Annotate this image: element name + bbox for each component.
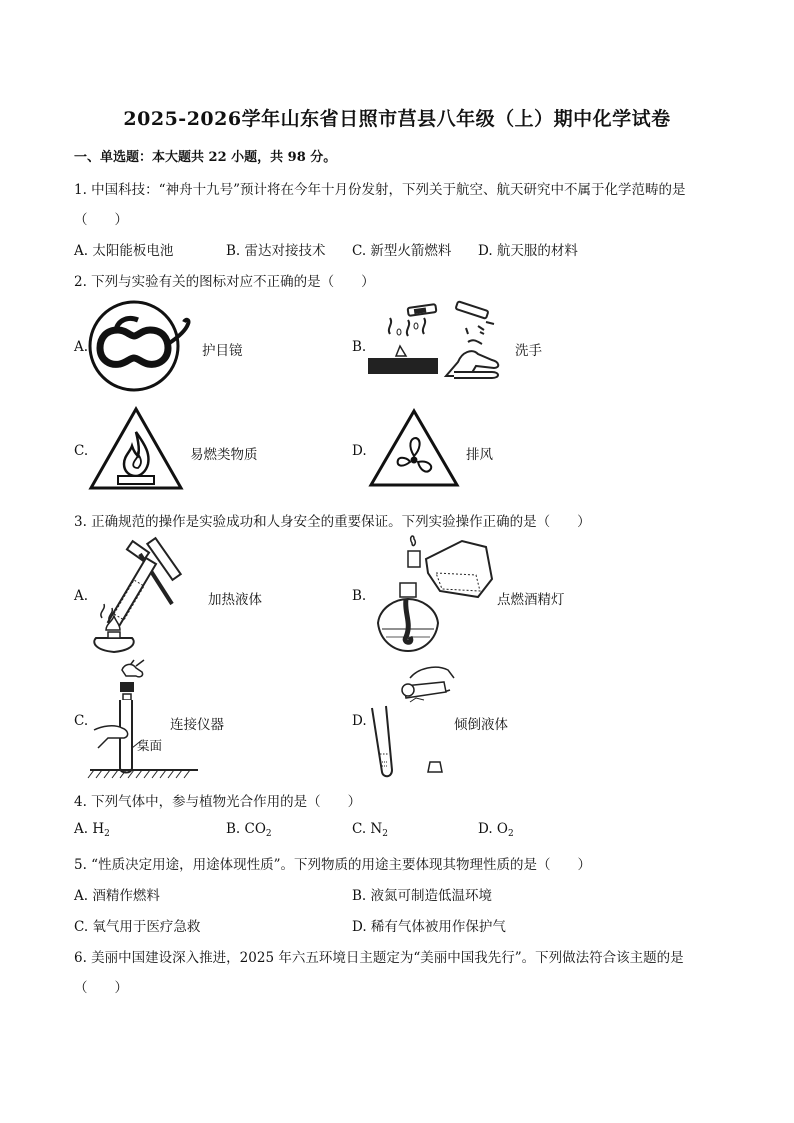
q2-b-label: 洗手 bbox=[515, 343, 542, 359]
pouring-liquid-figure bbox=[368, 658, 456, 780]
q1-option-c: C. 新型火箭燃料 bbox=[352, 243, 452, 259]
q2-c-letter: C. bbox=[74, 443, 89, 459]
q2-b-letter: B. bbox=[352, 339, 367, 355]
q5-option-b: B. 液氮可制造低温环境 bbox=[352, 888, 493, 904]
q3-c-table-label: 桌面 bbox=[137, 738, 163, 753]
q2-c-label: 易燃类物质 bbox=[190, 447, 258, 463]
q3-d-letter: D. bbox=[352, 713, 367, 729]
q4-option-b: B. $CO_2$ bbox=[226, 821, 272, 839]
flammable-warning-icon bbox=[88, 406, 184, 492]
q2-d-letter: D. bbox=[352, 443, 367, 459]
q4-option-d: D. $O_2$ bbox=[478, 821, 514, 839]
q3-b-letter: B. bbox=[352, 588, 367, 604]
q1-stem-bracket: （ ） bbox=[74, 212, 128, 228]
q5-option-c: C. 氧气用于医疗急救 bbox=[74, 919, 201, 935]
q1-stem: 1. 中国科技：“神舟十九号”预计将在今年十月份发射，下列关于航空、航天研究中不属于化学范畴的是 bbox=[74, 182, 686, 198]
lighting-alcohol-lamp-figure bbox=[366, 533, 494, 657]
q4-option-a: A. $H_2$ bbox=[74, 821, 110, 839]
q5-stem: 5. “性质决定用途，用途体现性质”。下列物质的用途主要体现其物理性质的是（ ） bbox=[74, 857, 591, 873]
hand-wash-icon bbox=[368, 302, 513, 384]
ventilation-fan-icon bbox=[368, 408, 460, 488]
q1-option-d: D. 航天服的材料 bbox=[478, 243, 578, 259]
q1-option-a: A. 太阳能板电池 bbox=[74, 243, 174, 259]
heating-liquid-figure bbox=[88, 538, 200, 656]
q1-option-b: B. 雷达对接技术 bbox=[226, 243, 326, 259]
goggles-icon bbox=[88, 300, 198, 392]
q3-b-label: 点燃酒精灯 bbox=[497, 592, 565, 608]
q2-stem: 2. 下列与实验有关的图标对应不正确的是（ ） bbox=[74, 274, 375, 290]
q3-c-label: 连接仪器 bbox=[170, 717, 224, 733]
q5-option-a: A. 酒精作燃料 bbox=[74, 888, 160, 904]
q3-a-letter: A. bbox=[74, 588, 89, 604]
q5-option-d: D. 稀有气体被用作保护气 bbox=[352, 919, 506, 935]
q3-stem: 3. 正确规范的操作是实验成功和人身安全的重要保证。下列实验操作正确的是（ ） bbox=[74, 514, 591, 530]
q2-d-label: 排风 bbox=[466, 447, 493, 463]
section-header: 一、单选题：本大题共 22 小题，共 98 分。 bbox=[74, 150, 337, 165]
page-title: 2025-2026学年山东省日照市莒县八年级（上）期中化学试卷 bbox=[123, 108, 671, 130]
q2-a-label: 护目镜 bbox=[202, 343, 243, 359]
q3-c-letter: C. bbox=[74, 713, 89, 729]
q3-a-label: 加热液体 bbox=[208, 592, 262, 608]
q6-stem-bracket: （ ） bbox=[74, 980, 128, 996]
q4-option-c: C. $N_2$ bbox=[352, 821, 388, 839]
q6-stem: 6. 美丽中国建设深入推进，2025 年六五环境日主题定为“美丽中国我先行”。下列做法符合该主题的是 bbox=[74, 950, 684, 966]
q3-d-label: 倾倒液体 bbox=[454, 717, 508, 733]
q4-stem: 4. 下列气体中，参与植物光合作用的是（ ） bbox=[74, 794, 362, 810]
q2-a-letter: A. bbox=[74, 339, 89, 355]
